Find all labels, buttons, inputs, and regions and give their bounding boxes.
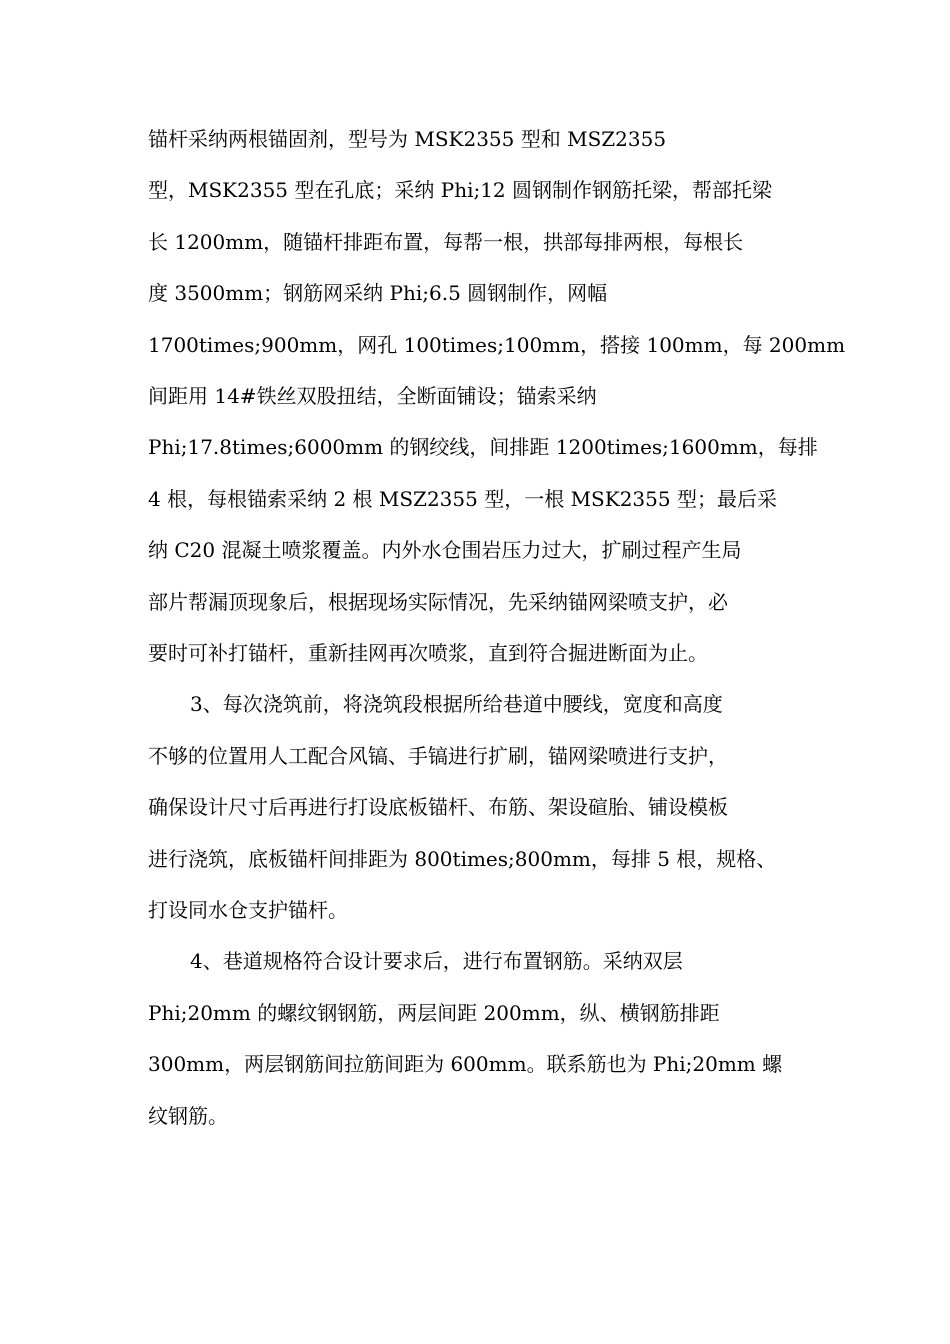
text-line: 4 根，每根锚索采纳 2 根 MSZ2355 型，一根 MSK2355 型；最后采 [148, 487, 777, 511]
text-line: 纹钢筋。 [148, 1104, 228, 1128]
text-line: 间距用 14#铁丝双股扭结，全断面铺设；锚索采纳 [148, 384, 597, 408]
text-line: 型，MSK2355 型在孔底；采纳 Phi;12 圆钢制作钢筋托梁，帮部托梁 [148, 178, 773, 202]
text-line: 打设同水仓支护锚杆。 [148, 898, 348, 922]
text-line: 度 3500mm；钢筋网采纳 Phi;6.5 圆钢制作，网幅 [148, 281, 608, 305]
paragraph-start-line: 4、巷道规格符合设计要求后，进行布置钢筋。采纳双层 [190, 949, 683, 973]
text-line: 纳 C20 混凝土喷浆覆盖。内外水仓围岩压力过大，扩刷过程产生局 [148, 538, 742, 562]
text-line: 长 1200mm，随锚杆排距布置，每帮一根，拱部每排两根，每根长 [148, 230, 744, 254]
text-line: 不够的位置用人工配合风镐、手镐进行扩刷，锚网梁喷进行支护， [148, 744, 728, 768]
text-line: 要时可补打锚杆，重新挂网再次喷浆，直到符合掘进断面为止。 [148, 641, 708, 665]
text-line: 确保设计尺寸后再进行打设底板锚杆、布筋、架设碹胎、铺设模板 [148, 795, 728, 819]
text-line: Phi;20mm 的螺纹钢钢筋，两层间距 200mm，纵、横钢筋排距 [148, 1001, 720, 1025]
text-line: 部片帮漏顶现象后，根据现场实际情况，先采纳锚网梁喷支护，必 [148, 590, 728, 614]
text-line: 1700times;900mm，网孔 100times;100mm，搭接 100mm，每 200mm [148, 333, 846, 357]
text-line: 锚杆采纳两根锚固剂，型号为 MSK2355 型和 MSZ2355 [148, 127, 667, 151]
paragraph-start-line: 3、每次浇筑前，将浇筑段根据所给巷道中腰线，宽度和高度 [190, 692, 723, 716]
text-line: Phi;17.8times;6000mm 的钢绞线，间排距 1200times;1600mm，每排 [148, 435, 818, 459]
text-line: 300mm，两层钢筋间拉筋间距为 600mm。联系筋也为 Phi;20mm 螺 [148, 1052, 783, 1076]
text-line: 进行浇筑，底板锚杆间排距为 800times;800mm，每排 5 根，规格、 [148, 847, 777, 871]
